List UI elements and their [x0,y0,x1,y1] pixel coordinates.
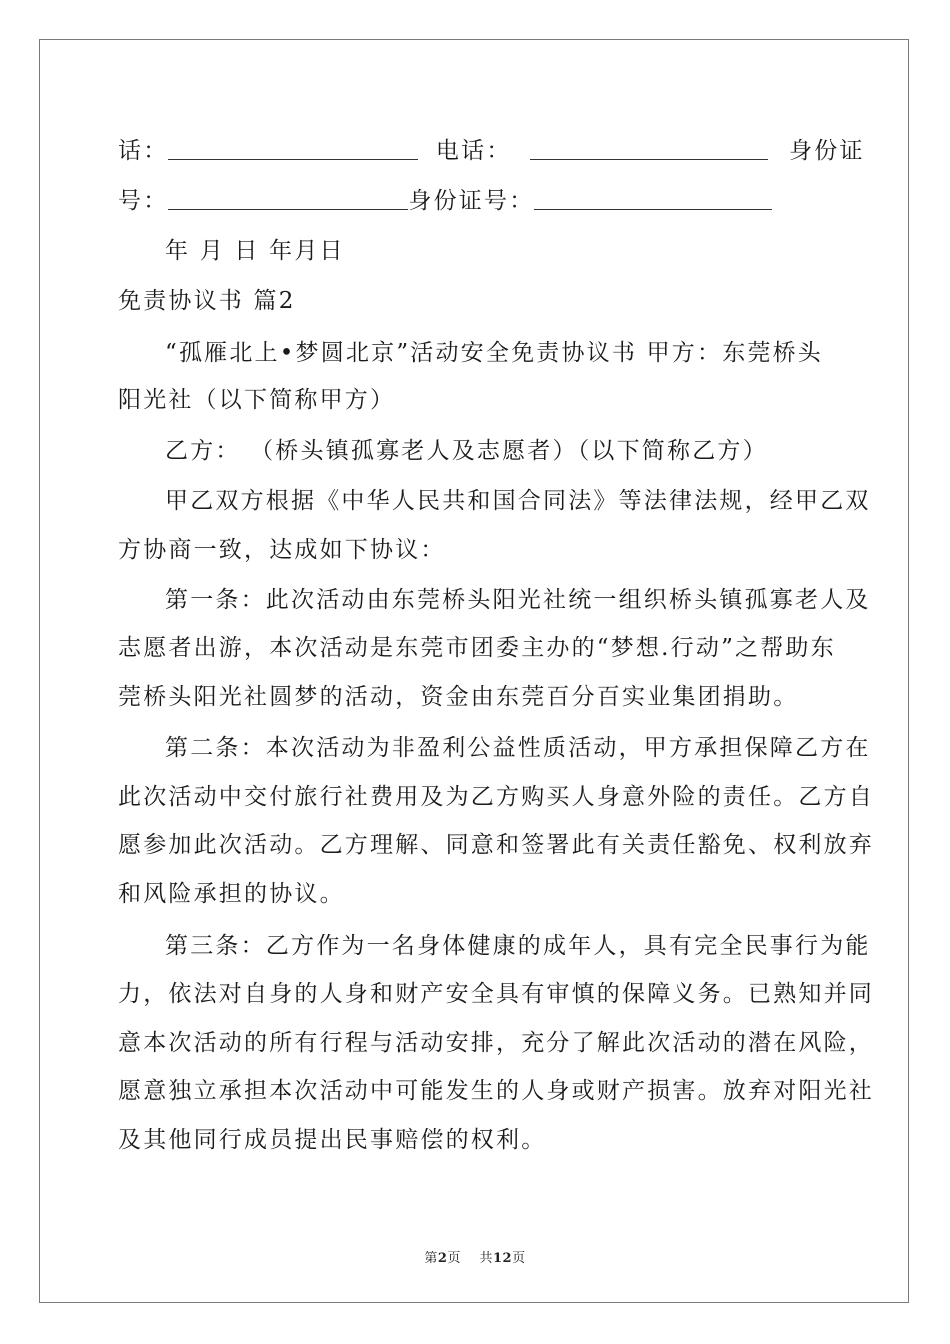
paragraph-line: 第二条：本次活动为非盈利公益性质活动，甲方承担保障乙方在 [165,735,871,761]
footer-prefix: 第 [424,1251,438,1266]
paragraph-line: “孤雁北上•梦圆北京”活动安全免责协议书 甲方：东莞桥头 [165,340,823,366]
date-line: 年 月 日 年月日 [165,238,345,264]
id-label-part1: 身份证 [789,138,865,164]
id-label-1: 号： [118,188,169,214]
paragraph-line: 愿参加此次活动。乙方理解、同意和签署此有关责任豁免、权利放弃 [118,832,874,858]
paragraph-line: 愿意独立承担本次活动中可能发生的人身或财产损害。放弃对阳光社 [118,1078,874,1104]
paragraph-line: 及其他同行成员提出民事赔偿的权利。 [118,1127,547,1153]
footer-suffix: 页 [512,1251,526,1266]
paragraph-line: 阳光社（以下简称甲方） [118,387,396,413]
form-row-id [118,186,772,216]
form-row-phone [118,136,865,166]
id-blank-2 [534,187,772,210]
id-blank-1 [168,187,408,210]
current-page-number: 2 [437,1251,448,1266]
paragraph-line: 第一条：此次活动由东莞桥头阳光社统一组织桥头镇孤寡老人及 [165,587,871,613]
paragraph-line: 甲乙双方根据《中华人民共和国合同法》等法律法规，经甲乙双 [165,488,871,514]
paragraph-line: 和风险承担的协议。 [118,881,345,907]
footer-mid: 页 共 [447,1251,493,1266]
id-label-2: 身份证号： [408,188,535,214]
section-title: 免责协议书 篇2 [118,288,296,314]
paragraph-line: 志愿者出游，本次活动是东莞市团委主办的“梦想.行动”之帮助东 [118,635,836,661]
page-border [39,39,909,1303]
paragraph-line: 方协商一致，达成如下协议： [118,537,446,563]
tel-blank-2 [530,137,768,160]
page-footer [0,1247,950,1266]
paragraph-line: 第三条：乙方作为一名身体健康的成年人，具有完全民事行为能 [165,933,871,959]
paragraph-line: 乙方： （桥头镇孤寡老人及志愿者）（以下简称乙方） [165,438,768,464]
paragraph-line: 此次活动中交付旅行社费用及为乙方购买人身意外险的责任。乙方自 [118,784,874,810]
paragraph-line: 力，依法对自身的人身和财产安全具有审慎的保障义务。已熟知并同 [118,981,874,1007]
tel-label-2: 电话： [435,138,512,164]
total-pages-number: 12 [492,1251,513,1266]
tel-blank-1 [168,137,418,160]
tel-label-1: 话： [118,138,169,164]
paragraph-line: 莞桥头阳光社圆梦的活动，资金由东莞百分百实业集团捐助。 [118,684,799,710]
paragraph-line: 意本次活动的所有行程与活动安排，充分了解此次活动的潜在风险， [118,1030,874,1056]
